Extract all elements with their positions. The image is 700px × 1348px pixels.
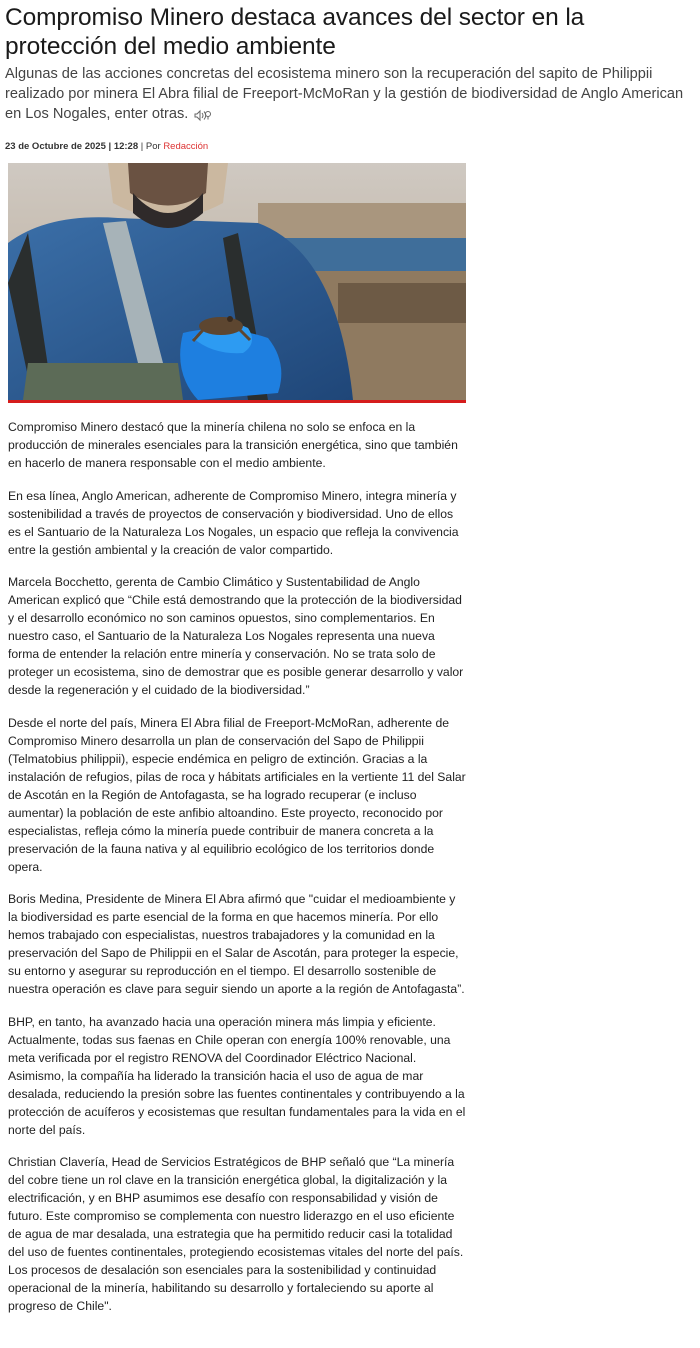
article-lead-text: Algunas de las acciones concretas del ecosistema minero son la recuperación del sapito de Philippii realizado por minera El Abra filial de Freeport-McMoRan y la gestión de biodiversidad de Anglo American en Los Nogales, enter otras. — [5, 66, 684, 122]
audio-listen-icon[interactable] — [194, 108, 212, 121]
article-paragraph: Marcela Bocchetto, gerenta de Cambio Climático y Sustentabilidad de Anglo American explicó que “Chile está demostrando que la protección de la biodiversidad y el desarrollo económico no son caminos opuestos, sino complementarios. En nuestro caso, el Santuario de la Naturaleza Los Nogales representa una nueva forma de entender la relación entre minería y conservación. No se trata solo de proteger un ecosistema, sino de demostrar que es posible generar desarrollo y valor desde la regeneración y el cuidado de la biodiversidad.” — [8, 575, 464, 697]
article-time: 12:28 — [113, 141, 139, 152]
article-lead — [5, 64, 695, 124]
article-paragraph: En esa línea, Anglo American, adherente de Compromiso Minero, integra minería y sostenibilidad a través de proyectos de conservación y biodiversidad. Uno de ellos es el Santuario de la Naturaleza Los Nogales, un espacio que refleja la convivencia entre la gestión ambiental y la creación de valor compartido. — [8, 488, 459, 557]
article-paragraph: Christian Clavería, Head de Servicios Estratégicos de BHP señaló que “La minería del cobre tiene un rol clave en la transición energética global, la digitalización y la electrificación, y en BHP asumimos ese desafío con responsabilidad y visión de futuro. Este compromiso se complementa con nuestro liderazgo en el uso eficiente de agua de mar desalada, una estrategia que ha permitido reducir casi la totalidad del uso de fuentes continentales, protegiendo ecosistemas vitales del norte del país. Los procesos de desalación son esenciales para la sostenibilidad y continuidad operacional de la minería, habilitando su desarrollo y fortaleciendo su aporte al progreso de Chile". — [8, 1155, 464, 1313]
article-paragraph: BHP, en tanto, ha avanzado hacia una operación minera más limpia y eficiente. Actualmente, todas sus faenas en Chile operan con energía 100% renovable, una meta verificada por el registro RENOVA del Coordinador Eléctrico Nacional. Asimismo, la compañía ha liderado la transición hacia el uso de agua de mar desalada, reduciendo la presión sobre las fuentes continentales y contribuyendo a la protección de acuíferos y ecosistemas que resultan fundamentales para la vida en el norte del país. — [8, 1014, 466, 1137]
article-body — [8, 418, 468, 1330]
article-paragraph: Compromiso Minero destacó que la minería chilena no solo se enfoca en la producción de minerales esenciales para la transición energética, sino que también en hacerlo de manera responsable con el medio ambiente. — [8, 420, 458, 470]
article-meta — [5, 141, 208, 152]
meta-separator: | — [140, 141, 144, 152]
article-date: 23 de Octubre de 2025 — [5, 141, 106, 152]
article-paragraph: Boris Medina, Presidente de Minera El Abra afirmó que "cuidar el medioambiente y la biodiversidad es parte esencial de la forma en que hacemos minería. Por ello hemos trabajado con especialistas, nuestros trabajadores y la comunidad en la preservación del Sapo de Philippii en el Salar de Ascotán, para proteger la especie, su entorno y asegurar su reproducción en el tiempo. El desarrollo sostenible de nuestra operación es clave para seguir siendo un aporte a la región de Antofagasta”. — [8, 892, 465, 996]
article-image — [8, 163, 466, 403]
meta-separator: | — [108, 141, 112, 152]
author-link[interactable]: Redacción — [163, 141, 209, 152]
article-title: Compromiso Minero destaca avances del sector en la protección del medio ambiente — [5, 4, 585, 60]
by-label: Por — [145, 141, 161, 152]
photo-person-holding-frog — [8, 163, 466, 400]
article-paragraph: Desde el norte del país, Minera El Abra filial de Freeport-McMoRan, adherente de Compromiso Minero desarrolla un plan de conservación del Sapo de Philippii (Telmatobius philippii), especie endémica en peligro de extinción. Gracias a la instalación de refugios, pilas de roca y hábitats artificiales en la vertiente 11 del Salar de Ascotán en la Región de Antofagasta, se ha logrado recuperar (e incluso aumentar) la población de este anfibio altoandino. Este proyecto, reconocido por especialistas, refleja cómo la minería puede contribuir de manera concreta a la preservación de la fauna nativa y al equilibrio ecológico de los territorios donde opera. — [8, 715, 466, 874]
